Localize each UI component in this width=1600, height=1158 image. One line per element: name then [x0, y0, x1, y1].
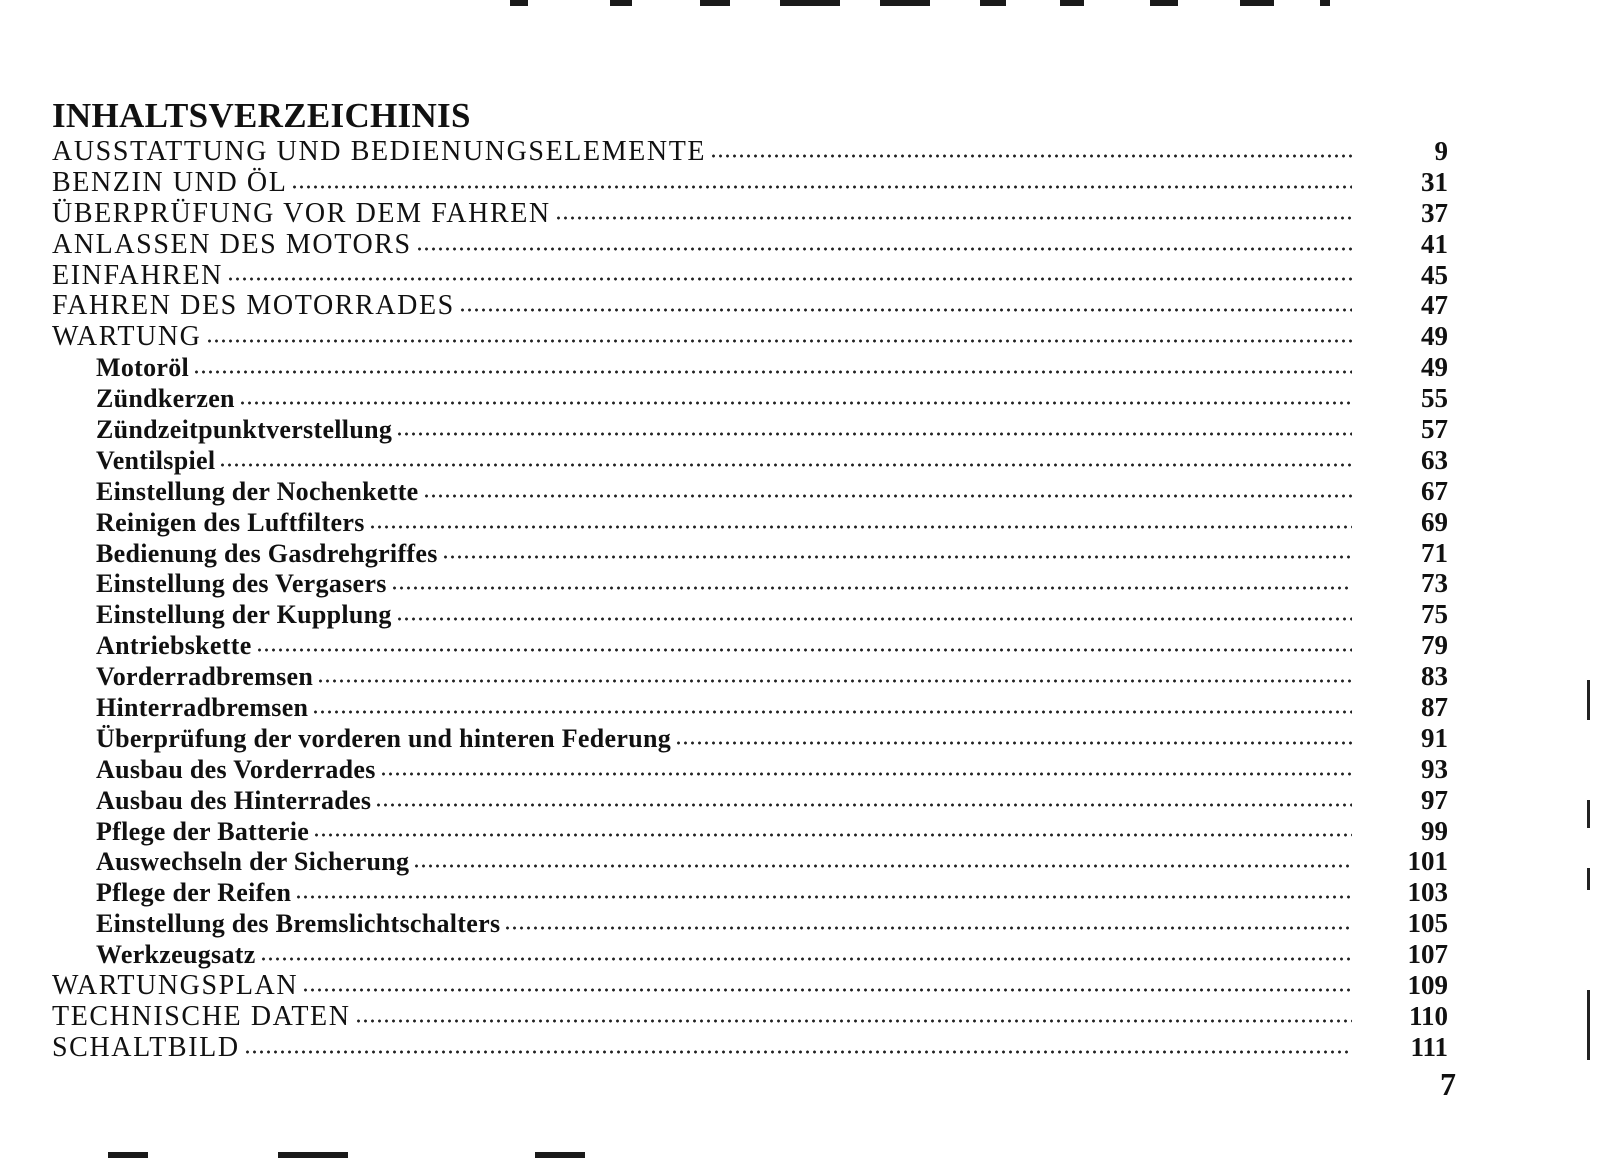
toc-entry[interactable]: [48, 260, 1448, 291]
toc-entry[interactable]: [48, 692, 1448, 723]
dot-leader: [295, 894, 1352, 900]
toc-entry-page: 110: [1408, 1000, 1448, 1031]
toc-entry[interactable]: [48, 1032, 1448, 1063]
toc-entry-title: ANLASSEN DES MOTORS: [52, 228, 412, 260]
page-edge-mark: [1587, 990, 1590, 1060]
toc-entry[interactable]: [48, 754, 1448, 785]
page-number: 7: [1440, 1066, 1456, 1102]
page-edge-mark: [1587, 800, 1590, 828]
toc-entry[interactable]: [48, 846, 1448, 877]
toc-entry[interactable]: [48, 383, 1448, 414]
toc-entry-title: Einstellung des Bremslichtschalters: [96, 909, 501, 939]
toc-entry[interactable]: [48, 568, 1448, 599]
toc-entry-page: 91: [1421, 722, 1448, 753]
table-of-contents: [48, 136, 1468, 1063]
page-edge-mark: [1587, 868, 1590, 890]
dot-leader: [396, 616, 1352, 622]
toc-entry-title: Zündzeitpunktverstellung: [96, 415, 393, 445]
toc-entry-page: 87: [1421, 692, 1448, 723]
toc-entry-title: Antriebskette: [96, 631, 252, 661]
toc-entry-page: 83: [1421, 661, 1448, 692]
toc-entry-page: 9: [1434, 136, 1448, 166]
dot-leader: [555, 215, 1352, 221]
toc-entry-page: 103: [1407, 877, 1448, 908]
dot-leader: [219, 462, 1352, 468]
toc-entry-title: Vorderradbremsen: [96, 662, 314, 692]
toc-entry-title: Pflege der Batterie: [96, 816, 310, 846]
toc-entry[interactable]: [48, 630, 1448, 661]
dot-leader: [380, 771, 1352, 777]
dot-leader: [312, 709, 1352, 715]
toc-entry-title: SCHALTBILD: [52, 1031, 240, 1063]
toc-entry[interactable]: [48, 816, 1448, 847]
toc-entry-page: 45: [1421, 259, 1448, 290]
toc-entry-page: 67: [1421, 475, 1448, 506]
toc-entry-title: Werkzeugsatz: [96, 940, 256, 970]
dot-leader: [256, 647, 1352, 653]
dot-leader: [369, 524, 1352, 530]
dot-leader: [413, 863, 1352, 869]
toc-entry-page: 37: [1421, 197, 1448, 228]
dot-leader: [355, 1018, 1352, 1024]
toc-entry-title: Überprüfung der vorderen und hinteren Federung: [96, 723, 672, 753]
toc-entry-title: Einstellung der Nochenkette: [96, 476, 419, 506]
toc-entry-page: 73: [1421, 568, 1448, 599]
dot-leader: [423, 493, 1352, 499]
toc-entry-title: BENZIN UND ÖL: [52, 166, 288, 198]
toc-entry-page: 107: [1407, 939, 1448, 970]
toc-entry[interactable]: [48, 167, 1448, 198]
toc-entry-title: Auswechseln der Sicherung: [96, 847, 410, 877]
dot-leader: [239, 400, 1352, 406]
toc-entry-title: Zündkerzen: [96, 384, 235, 414]
dot-leader: [396, 431, 1352, 437]
toc-entry-title: Ausbau des Hinterrades: [96, 785, 372, 815]
dot-leader: [391, 585, 1352, 591]
dot-leader: [375, 802, 1352, 808]
toc-entry-page: 105: [1407, 908, 1448, 939]
toc-entry-page: 75: [1421, 599, 1448, 630]
toc-entry-page: 97: [1421, 784, 1448, 815]
toc-entry-page: 63: [1421, 444, 1448, 475]
toc-entry-title: TECHNISCHE DATEN: [52, 1000, 351, 1032]
dot-leader: [504, 925, 1352, 931]
scan-artifact-top: [500, 0, 1340, 8]
toc-entry[interactable]: [48, 476, 1448, 507]
toc-entry[interactable]: [48, 290, 1448, 321]
dot-leader: [442, 554, 1352, 560]
toc-entry-title: Motoröl: [96, 353, 190, 383]
dot-leader: [193, 369, 1352, 375]
toc-entry-page: 109: [1407, 970, 1448, 1001]
page-edge-mark: [1587, 680, 1590, 720]
toc-entry-page: 111: [1410, 1031, 1448, 1062]
dot-leader: [416, 246, 1352, 252]
toc-entry[interactable]: [48, 908, 1448, 939]
toc-entry-title: Einstellung der Kupplung: [96, 600, 392, 630]
page-title: INHALTSVERZEICHINIS: [52, 96, 471, 135]
toc-entry-title: Pflege der Reifen: [96, 878, 292, 908]
toc-entry[interactable]: [48, 198, 1448, 229]
dot-leader: [291, 184, 1352, 190]
toc-entry-title: ÜBERPRÜFUNG VOR DEM FAHREN: [52, 197, 551, 229]
dot-leader: [710, 153, 1352, 159]
toc-entry[interactable]: [48, 352, 1448, 383]
toc-entry[interactable]: [48, 414, 1448, 445]
toc-entry-page: 71: [1421, 537, 1448, 568]
toc-entry-page: 101: [1407, 846, 1448, 877]
toc-entry-page: 49: [1421, 321, 1448, 352]
toc-entry-page: 99: [1421, 815, 1448, 846]
toc-entry[interactable]: [48, 599, 1448, 630]
toc-entry-page: 31: [1421, 166, 1448, 197]
toc-entry-page: 93: [1421, 753, 1448, 784]
toc-entry-title: FAHREN DES MOTORRADES: [52, 290, 455, 322]
toc-entry[interactable]: [48, 877, 1448, 908]
dot-leader: [206, 338, 1352, 344]
dot-leader: [244, 1049, 1352, 1055]
toc-entry-title: Ventilspiel: [96, 445, 216, 475]
toc-entry[interactable]: [48, 661, 1448, 692]
toc-entry[interactable]: [48, 785, 1448, 816]
toc-entry[interactable]: [48, 723, 1448, 754]
toc-entry-page: 49: [1421, 352, 1448, 383]
toc-entry[interactable]: [48, 445, 1448, 476]
dot-leader: [317, 678, 1352, 684]
toc-entry[interactable]: [48, 136, 1448, 167]
dot-leader: [302, 987, 1352, 993]
toc-entry-page: 69: [1421, 506, 1448, 537]
dot-leader: [227, 276, 1352, 282]
toc-entry-title: Hinterradbremsen: [96, 693, 309, 723]
toc-entry-page: 47: [1421, 290, 1448, 321]
toc-entry-title: WARTUNGSPLAN: [52, 970, 299, 1002]
toc-entry[interactable]: [48, 229, 1448, 260]
toc-entry-page: 79: [1421, 630, 1448, 661]
toc-entry-title: Einstellung des Vergasers: [96, 569, 387, 599]
toc-entry[interactable]: [48, 538, 1448, 569]
dot-leader: [260, 956, 1352, 962]
toc-entry-title: AUSSTATTUNG UND BEDIENUNGSELEMENTE: [52, 136, 707, 167]
dot-leader: [459, 307, 1352, 313]
toc-entry-title: WARTUNG: [52, 321, 202, 353]
toc-entry-title: Bedienung des Gasdrehgriffes: [96, 538, 438, 568]
toc-entry[interactable]: [48, 939, 1448, 970]
toc-entry-title: EINFAHREN: [52, 259, 223, 291]
toc-entry-title: Reinigen des Luftfilters: [96, 507, 365, 537]
toc-entry[interactable]: [48, 970, 1448, 1001]
toc-entry[interactable]: [48, 507, 1448, 538]
dot-leader: [675, 740, 1352, 746]
toc-entry-page: 55: [1421, 383, 1448, 414]
toc-entry[interactable]: [48, 1001, 1448, 1032]
toc-entry-title: Ausbau des Vorderrades: [96, 754, 376, 784]
toc-entry-page: 41: [1421, 228, 1448, 259]
dot-leader: [313, 832, 1352, 838]
toc-entry[interactable]: [48, 321, 1448, 352]
toc-entry-page: 57: [1421, 414, 1448, 445]
